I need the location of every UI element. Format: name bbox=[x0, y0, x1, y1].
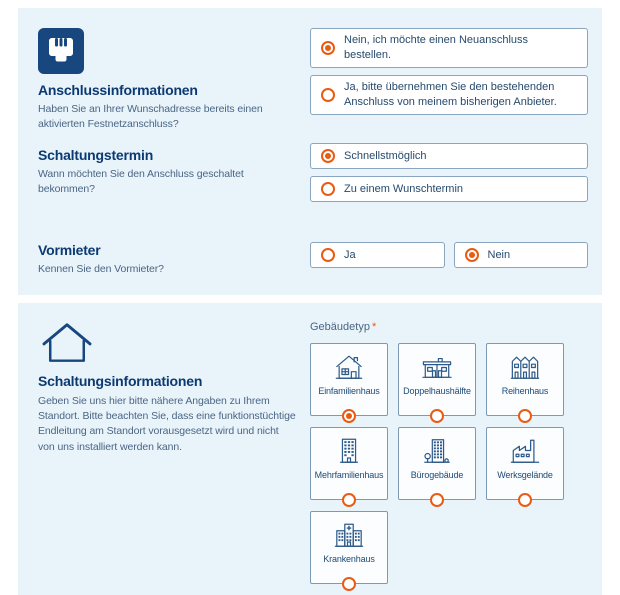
section-title-connection: Anschlussinformationen bbox=[38, 82, 198, 98]
option-label: Nein, ich möchte einen Neuanschluss bestellen. bbox=[344, 34, 529, 61]
building-type-grid bbox=[310, 343, 588, 584]
terraced-house-icon bbox=[507, 352, 543, 382]
apartment-building-icon bbox=[331, 436, 367, 466]
option-label: Ja bbox=[344, 248, 356, 261]
option-takeover-connection[interactable] bbox=[310, 75, 588, 115]
factory-icon bbox=[507, 436, 543, 466]
tile-factory[interactable] bbox=[486, 427, 564, 500]
tile-label: Krankenhaus bbox=[323, 554, 375, 564]
radio-icon[interactable] bbox=[321, 88, 335, 102]
radio-icon[interactable] bbox=[465, 248, 479, 262]
office-building-icon bbox=[419, 436, 455, 466]
radio-icon[interactable] bbox=[430, 409, 444, 423]
tile-label: Bürogebäude bbox=[410, 470, 464, 480]
radio-icon[interactable] bbox=[342, 409, 356, 423]
site-info-card bbox=[18, 303, 602, 595]
option-label: Zu einem Wunschtermin bbox=[344, 182, 464, 195]
building-type-label: Gebäudetyp * bbox=[310, 321, 377, 333]
section-title-previous-tenant: Vormieter bbox=[38, 242, 101, 258]
section-title-schedule: Schaltungstermin bbox=[38, 147, 154, 163]
hospital-icon bbox=[331, 520, 367, 550]
radio-icon[interactable] bbox=[342, 493, 356, 507]
previous-tenant-row bbox=[38, 242, 588, 277]
tile-label: Werksgelände bbox=[497, 470, 553, 480]
schedule-row bbox=[38, 143, 588, 202]
radio-icon[interactable] bbox=[342, 577, 356, 591]
tile-single-family-house[interactable] bbox=[310, 343, 388, 416]
tile-office-building[interactable] bbox=[398, 427, 476, 500]
radio-icon[interactable] bbox=[321, 149, 335, 163]
house-outline-icon bbox=[38, 319, 296, 365]
option-asap[interactable] bbox=[310, 143, 588, 169]
tile-label: Doppelhaushälfte bbox=[403, 386, 471, 396]
tile-semi-detached-house[interactable] bbox=[398, 343, 476, 416]
phone-jack-icon bbox=[38, 28, 84, 74]
option-label: Ja, bitte übernehmen Sie den bestehenden Anschluss von meinem bisherigen Anbieter. bbox=[344, 80, 557, 108]
tile-terraced-house[interactable] bbox=[486, 343, 564, 416]
option-preferred-date[interactable] bbox=[310, 176, 588, 202]
site-info-description: Geben Sie uns hier bitte nähere Angaben zu Ihrem Standort. Bitte beachten Sie, dass eine funktionstüchtige Endleitung am Standort vorausgesetzt wird und nicht von uns installiert werden kann. bbox=[38, 395, 296, 453]
connection-row bbox=[38, 28, 588, 143]
option-new-connection[interactable] bbox=[310, 28, 588, 68]
connection-question: Haben Sie an Ihrer Wunschadresse bereits einen aktivierten Festnetzanschluss? bbox=[38, 103, 263, 131]
radio-icon[interactable] bbox=[321, 248, 335, 262]
radio-icon[interactable] bbox=[518, 493, 532, 507]
section-title-site-info: Schaltungsinformationen bbox=[38, 373, 203, 389]
tile-apartment-building[interactable] bbox=[310, 427, 388, 500]
tile-label: Reihenhaus bbox=[501, 386, 549, 396]
tile-hospital[interactable] bbox=[310, 511, 388, 584]
radio-icon[interactable] bbox=[518, 409, 532, 423]
option-label: Nein bbox=[487, 248, 511, 261]
tile-label: Einfamilienhaus bbox=[318, 386, 380, 396]
required-marker: * bbox=[371, 321, 377, 333]
option-tenant-yes[interactable] bbox=[310, 242, 445, 268]
single-family-house-icon bbox=[331, 352, 367, 382]
semi-detached-house-icon bbox=[419, 352, 455, 382]
previous-tenant-question: Kennen Sie den Vormieter? bbox=[38, 263, 164, 275]
radio-icon[interactable] bbox=[321, 182, 335, 196]
option-label: Schnellstmöglich bbox=[344, 149, 427, 162]
schedule-question: Wann möchten Sie den Anschluss geschaltet bekommen? bbox=[38, 168, 244, 196]
radio-icon[interactable] bbox=[321, 41, 335, 55]
connection-info-card bbox=[18, 8, 602, 295]
radio-icon[interactable] bbox=[430, 493, 444, 507]
tile-label: Mehrfamilienhaus bbox=[314, 470, 384, 480]
option-tenant-no[interactable] bbox=[454, 242, 589, 268]
